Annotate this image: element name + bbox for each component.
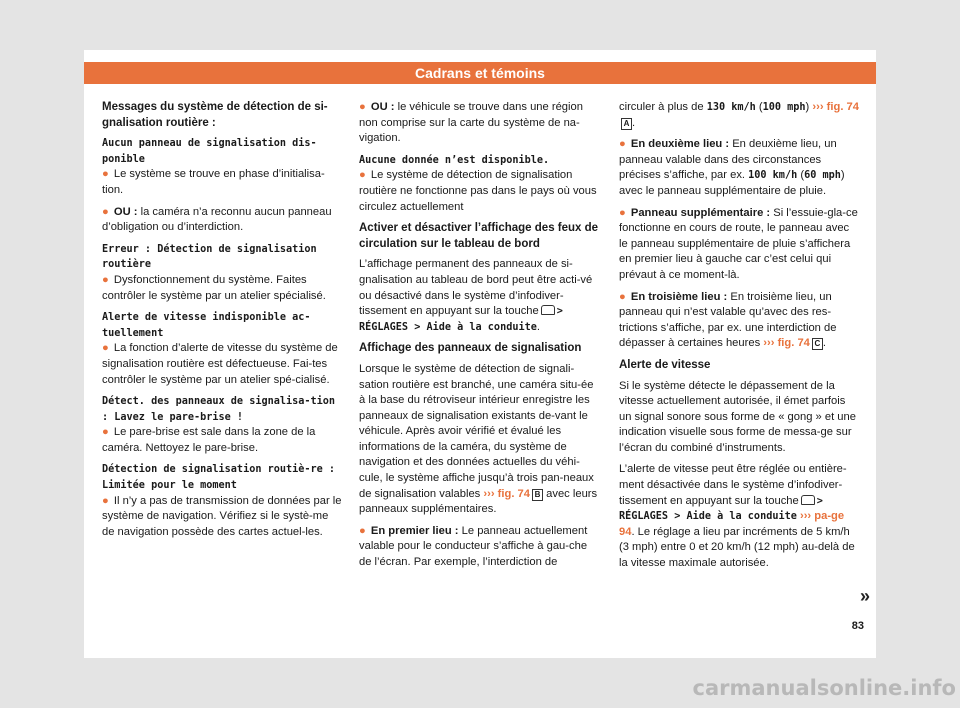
message-error: Erreur : Détection de signalisation routière (102, 243, 317, 271)
heading-display: Affichage des panneaux de signalisation (359, 342, 582, 355)
figure-tag: A (621, 118, 632, 130)
heading-activate: Activer et désactiver l’affichage des feux de circulation sur le tableau de bord (359, 222, 599, 250)
bullet-speed-defect (102, 341, 342, 388)
bullet-init (102, 167, 342, 198)
page-number: 83 (851, 620, 864, 632)
bullet-windshield-dirty (102, 425, 342, 456)
paragraph-text: avec leurs panneaux supplémentaires. (359, 487, 598, 516)
page-link[interactable]: ››› pa-ge 94 (619, 510, 845, 538)
figure-link[interactable]: ››› fig. 74 (812, 101, 860, 113)
bullet-icon: ● (619, 206, 626, 219)
bullet-icon: ● (102, 342, 109, 355)
bullet-text: Le système de détection de signalisation routière ne fonctionne pas dans le pays où vous circulez actuellement (359, 169, 597, 213)
bullet-or-region (359, 100, 599, 147)
bullet-no-nav-data (102, 494, 342, 541)
menu-path: > RÉGLAGES > Aide à la conduite (619, 495, 823, 523)
bullet-text: Le système se trouve en phase d’initialisa-tion. (102, 168, 325, 196)
bullet-malfunction (102, 273, 342, 304)
bullet-icon: ● (619, 138, 626, 151)
bullet-text: la caméra n’a reconnu aucun panneau d’obligation ou d’interdiction. (102, 205, 332, 234)
bullet-icon: ● (102, 168, 109, 181)
bullet-text: En deuxième lieu, un panneau valable dans des circonstances précises s’affiche, par ex. (619, 138, 837, 182)
car-icon (801, 495, 815, 505)
bullet-text: Il n’y a pas de transmission de données par le système de navigation. Vérifiez si le systè-me de navigation possède des cartes actuel-les. (102, 494, 342, 538)
bullet-second-place: ● En deuxième lieu : En deuxième lieu, un panneau valable dans des circonstances précises s’affiche, par ex. 100 km/h (60 mph) avec le panneau supplémentaire de pluie. (619, 138, 845, 197)
paragraph-display (359, 362, 599, 518)
paragraph-text: L’alerte de vitesse peut être réglée ou entière-ment désactivée dans le système d’infodiver-tissement en appuyant sur la touche (619, 463, 847, 507)
bullet-country (359, 168, 599, 215)
bullet-text: Dysfonctionnement du système. Faites contrôler le système par un atelier spécialisé. (102, 273, 326, 302)
column-2 (359, 100, 599, 577)
bullet-text: Le pare-brise est sale dans la zone de la caméra. Nettoyez le pare-brise. (102, 426, 316, 454)
paragraph-speed-settings (619, 462, 859, 571)
menu-path: > RÉGLAGES > Aide à la conduite (359, 306, 563, 333)
speed-mph: 60 mph (804, 170, 841, 182)
paragraph-text: . Le réglage a lieu par incréments de 5 km/h (3 mph) entre 0 et 20 km/h (12 mph) au-delà de la vitesse maximale autorisée. (619, 525, 855, 570)
paragraph-text: L’affichage permanent des panneaux de si-gnalisation au tableau de bord peut être acti-vé ou désactivé dans le système d’infodiver-tissement en appuyant sur la touche (359, 258, 593, 318)
bullet-icon: ● (102, 494, 109, 507)
paragraph-speed-limit: circuler à plus de 130 km/h (100 mph) ››› fig. 74A . (619, 101, 860, 129)
bullet-icon: ● (102, 273, 109, 286)
message-speed-alert: Alerte de vitesse indisponible ac-tuellement (102, 312, 311, 339)
bullet-additional-sign (619, 206, 859, 284)
bullet-text: En troisième lieu, un panneau qui n’est valable qu’avec des res-trictions s’affiche, par ex. une interdiction de dépasser à certaines heures (619, 290, 837, 350)
bullet-label: Panneau supplémentaire : (630, 206, 771, 219)
heading-speed-alert: Alerte de vitesse (619, 358, 711, 371)
paragraph-text: circuler à plus de (619, 101, 704, 113)
bullet-label: En troisième lieu : (630, 290, 728, 303)
bullet-text: Si l’essuie-gla-ce fonctionne en cours de route, le panneau avec le panneau supplémentaire de pluie s’affichera en premier lieu à gauche car c’est celui qui prévaut à ce moment-là. (619, 206, 858, 281)
message-limited: Détection de signalisation routiè-re : Limitée pour le moment (102, 464, 336, 492)
paragraph-text: Lorsque le système de détection de signali-sation routière est branché, une caméra situ-ée à la base du rétroviseur intérieur enregistre les panneaux de signalisation existants de-vant le véhicule. Après avoir vérifié et évalué les informations de la caméra, du système de navigation et des données actuelles du véhi-cule, le système affiche jusqu’à trois pan-neaux de signalisation valables (359, 362, 594, 500)
figure-tag: C (812, 338, 823, 350)
bullet-text: le véhicule se trouve dans une région non comprise sur la carte du système de na-vigation. (359, 101, 583, 145)
bullet-icon: ● (359, 524, 366, 537)
watermark: carmanualsonline.info (692, 676, 956, 700)
bullet-icon: ● (619, 290, 626, 303)
heading-messages: Messages du système de détection de si-gnalisation routière : (102, 101, 328, 129)
bullet-text: Le panneau actuellement valable pour le conducteur s’affiche à gau-che de l’écran. Par exemple, l’interdiction de (359, 524, 588, 569)
section-header: Cadrans et témoins (84, 62, 876, 84)
message-no-data: Aucune donnée n’est disponible. (359, 154, 550, 166)
bullet-label: OU : (113, 205, 138, 218)
car-icon (541, 305, 555, 315)
bullet-icon: ● (102, 205, 109, 218)
paragraph-speed-alert: Si le système détecte le dépassement de la vitesse actuellement autorisée, il émet parfois un signal sonore sous forme de « gong » et une indication visuelle sous forme de messa-ge sur l’écran du combiné d’instruments. (619, 379, 856, 454)
bullet-icon: ● (359, 101, 366, 113)
column-1 (102, 100, 342, 546)
bullet-first-place (359, 524, 599, 571)
bullet-text: avec le panneau supplémentaire de pluie. (619, 184, 827, 197)
paragraph-activate: L’affichage permanent des panneaux de si-gnalisation au tableau de bord peut être acti-vé ou désactivé dans le système d’infodiver-tissement en appuyant sur la touche > RÉGLAGES > Aide à la conduite. (359, 258, 593, 333)
bullet-third-place: ● En troisième lieu : En troisième lieu, un panneau qui n’est valable qu’avec des res-trictions s’affiche, par ex. une interdiction de dépasser à certaines heures ››› fig. 74 C . (619, 290, 837, 350)
speed-mph: 100 mph (762, 102, 806, 113)
speed-value: 130 km/h (706, 102, 756, 113)
bullet-or-camera (102, 205, 342, 236)
message-wash-windshield: Détect. des panneaux de signalisa-tion : Lavez le pare-brise ! (102, 396, 336, 423)
bullet-label: En deuxième lieu : (630, 138, 730, 151)
figure-link[interactable]: ››› fig. 74 (483, 487, 531, 500)
bullet-text: La fonction d’alerte de vitesse du système de signalisation routière est défectueuse. Fai-tes contrôler le système par un atelier spé-cialisé. (102, 342, 338, 386)
column-3 (619, 100, 859, 578)
continue-arrow-icon: » (860, 586, 871, 606)
bullet-icon: ● (359, 169, 366, 182)
speed-value: 100 km/h (748, 170, 798, 182)
bullet-label: OU : (370, 101, 395, 113)
bullet-label: En premier lieu : (370, 524, 459, 537)
figure-tag: B (532, 489, 543, 501)
message-no-sign: Aucun panneau de signalisation dis-ponible (102, 138, 317, 165)
bullet-icon: ● (102, 426, 109, 439)
figure-link[interactable]: ››› fig. 74 (763, 337, 810, 350)
